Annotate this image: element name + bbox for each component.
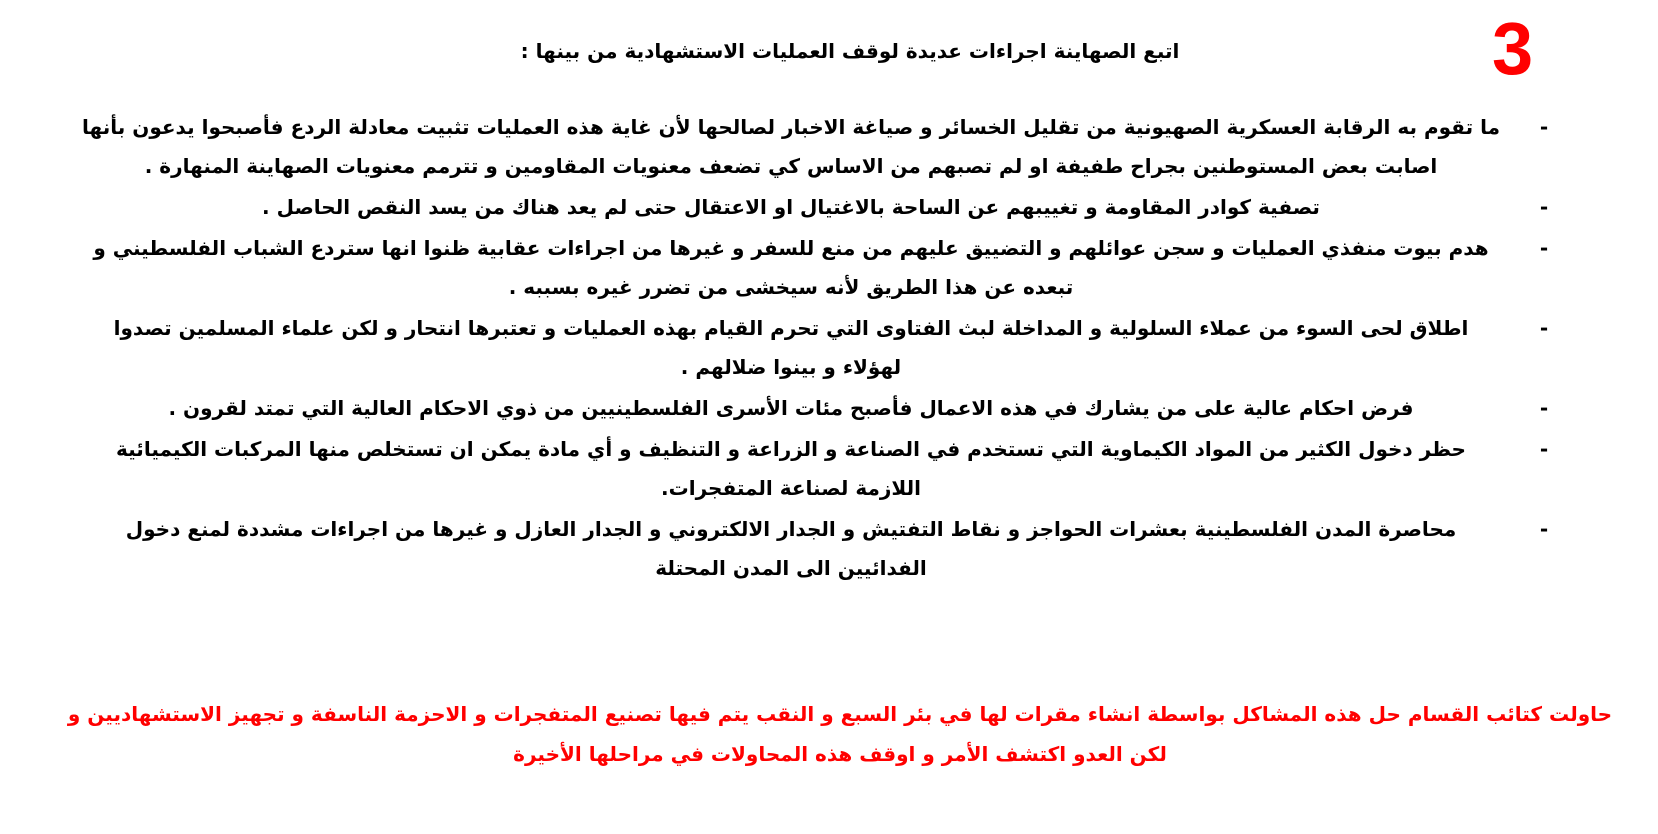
- measure-text: محاصرة المدن الفلسطينية بعشرات الحواجز و نقاط التفتيش و الجدار الالكتروني و الجدار العازل و غيرها من اجراءات مشددة لمنع دخول الفدائيين الى المدن المحتلة: [125, 517, 1457, 580]
- bullet-marker: -: [1539, 396, 1549, 420]
- measure-text: ما تقوم به الرقابة العسكرية الصهيونية من تقليل الخسائر و صياغة الاخبار لصالحها لأن غاية هذه العمليات تثبيت معادلة الردع فأصبحوا يدعون بأنها اصابت بعض المستوطنين بجراح طفيفة او لم تصبهم من الاساس كي تضعف معنويات المقاومين و تترمم معنويات الصهاينة المنهارة .: [82, 115, 1500, 178]
- list-item: [82, 430, 1560, 508]
- page-heading: اتبع الصهاينة اجراءات عديدة لوقف العمليات الاستشهادية من بينها :: [520, 39, 1180, 63]
- bullet-marker: -: [1539, 195, 1549, 219]
- bullet-marker: -: [1539, 316, 1549, 340]
- bullet-marker: -: [1539, 115, 1549, 139]
- measures-list: [82, 108, 1560, 590]
- list-item: [82, 309, 1560, 387]
- bullet-marker: -: [1539, 437, 1549, 461]
- list-item: [82, 188, 1560, 227]
- list-item: [82, 229, 1560, 307]
- measure-text: تصفية كوادر المقاومة و تغييبهم عن الساحة بالاغتيال او الاعتقال حتى لم يعد هناك من يسد النقص الحاصل .: [262, 195, 1320, 219]
- slide-number: 3: [1492, 7, 1534, 90]
- measure-text: اطلاق لحى السوء من عملاء السلولية و المداخلة لبث الفتاوى التي تحرم القيام بهذه العمليات و تعتبرها انتحار و لكن علماء المسلمين تصدوا لهؤلاء و بينوا ضلالهم .: [113, 316, 1469, 379]
- conclusion-text: حاولت كتائب القسام حل هذه المشاكل بواسطة انشاء مقرات لها في بئر السبع و النقب يتم فيها تصنيع المتفجرات و الاحزمة الناسفة و تجهيز الاستشهاديين و لكن العدو اكتشف الأمر و اوقف هذه المحاولات في مراحلها الأخيرة: [67, 702, 1613, 766]
- bullet-marker: -: [1539, 517, 1549, 541]
- list-item: [82, 389, 1560, 428]
- measure-text: هدم بيوت منفذي العمليات و سجن عوائلهم و التضييق عليهم من منع للسفر و غيرها من اجراءات عقابية ظنوا انها ستردع الشباب الفلسطيني و تبعده عن هذا الطريق لأنه سيخشى من تضرر غيره بسببه .: [93, 236, 1489, 299]
- measure-text: فرض احكام عالية على من يشارك في هذه الاعمال فأصبح مئات الأسرى الفلسطينيين من ذوي الاحكام العالية التي تمتد لقرون .: [168, 396, 1414, 420]
- measure-text: حظر دخول الكثير من المواد الكيماوية التي تستخدم في الصناعة و الزراعة و التنظيف و أي مادة يمكن ان تستخلص منها المركبات الكيميائية اللازمة لصناعة المتفجرات.: [116, 437, 1466, 500]
- list-item: [82, 108, 1560, 186]
- bullet-marker: -: [1539, 236, 1549, 260]
- list-item: [82, 510, 1560, 588]
